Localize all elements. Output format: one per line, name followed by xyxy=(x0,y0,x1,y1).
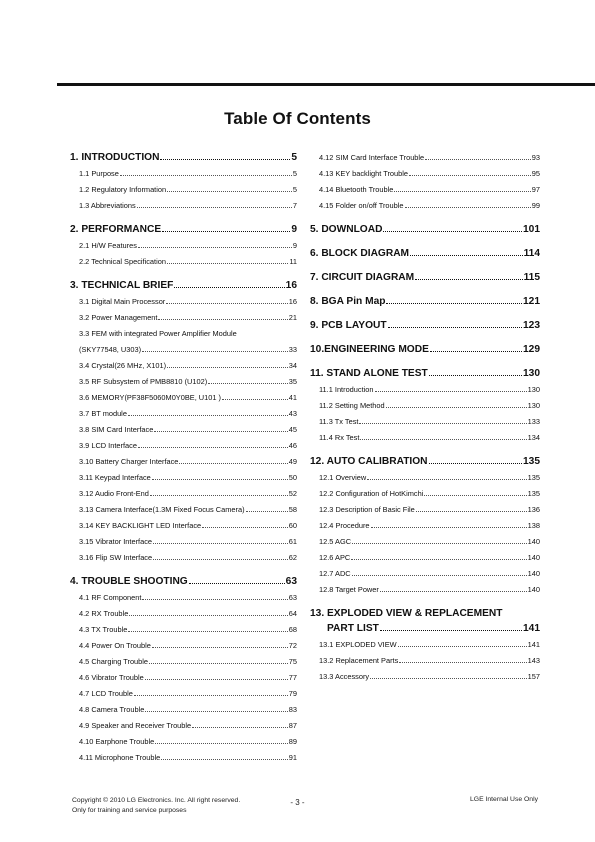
toc-entry-page: 140 xyxy=(527,569,540,578)
toc-entry-page: 77 xyxy=(288,673,297,682)
toc-entry-page: 138 xyxy=(527,521,540,530)
toc-entry-title: 4.15 Folder on/off Trouble xyxy=(319,201,404,210)
dot-leader xyxy=(152,647,288,648)
toc-entry-title: 4.7 LCD Trouble xyxy=(79,689,133,698)
toc-entry[interactable] xyxy=(70,638,297,654)
toc-heading[interactable] xyxy=(310,318,540,333)
dot-leader xyxy=(367,479,526,480)
toc-entry-page: 97 xyxy=(531,185,540,194)
toc-entry[interactable] xyxy=(70,470,297,486)
toc-section xyxy=(310,342,540,357)
toc-heading[interactable] xyxy=(310,222,540,237)
toc-entry-title: 4.2 RX Trouble xyxy=(79,609,129,618)
toc-heading-title: 6. BLOCK DIAGRAM xyxy=(310,248,410,259)
dot-leader xyxy=(416,511,527,512)
dot-leader xyxy=(415,279,522,280)
toc-entry-page: 49 xyxy=(288,457,297,466)
toc-entry[interactable] xyxy=(70,342,297,358)
toc-entry-title: 13.3 Accessory xyxy=(319,672,370,681)
toc-entry[interactable] xyxy=(70,390,297,406)
dot-leader xyxy=(425,159,531,160)
toc-heading-continued-page: 141 xyxy=(523,623,540,634)
toc-entry-page: 72 xyxy=(288,641,297,650)
toc-entry[interactable] xyxy=(70,422,297,438)
footer-copyright: Copyright © 2010 LG Electronics. Inc. All right reserved. xyxy=(72,797,241,804)
toc-subsection-list xyxy=(70,238,297,270)
dot-leader xyxy=(167,367,288,368)
dot-leader xyxy=(149,663,288,664)
toc-heading-page: 129 xyxy=(523,344,540,355)
toc-entry-page: 143 xyxy=(527,656,540,665)
toc-entry[interactable] xyxy=(70,406,297,422)
toc-entry-title: 4.4 Power On Trouble xyxy=(79,641,151,650)
toc-entry[interactable] xyxy=(310,518,540,534)
toc-heading-continued[interactable] xyxy=(310,621,540,636)
toc-heading[interactable] xyxy=(70,278,297,293)
footer-training-note: Only for training and service purposes xyxy=(72,807,187,814)
toc-entry-page: 16 xyxy=(288,297,297,306)
toc-entry-title: 3.16 Flip SW Interface xyxy=(79,553,153,562)
toc-entry-title: 12.6 APC xyxy=(319,553,351,562)
toc-heading-title: 3. TECHNICAL BRIEF xyxy=(70,280,174,291)
toc-heading-page: 16 xyxy=(285,280,297,291)
toc-entry-title: 12.2 Configuration of HotKimchi xyxy=(319,489,424,498)
dot-leader xyxy=(189,583,285,584)
dot-leader xyxy=(160,159,290,160)
toc-heading[interactable] xyxy=(310,270,540,285)
toc-heading-page: 101 xyxy=(523,224,540,235)
dot-leader xyxy=(145,711,287,712)
toc-entry[interactable] xyxy=(310,414,540,430)
toc-heading-title: 10.ENGINEERING MODE xyxy=(310,344,429,355)
toc-heading[interactable] xyxy=(310,246,540,261)
toc-entry-title: 12.4 Procedure xyxy=(319,521,370,530)
toc-entry-title: 3.6 MEMORY(PF38F5060M0Y0BE, U101 ) xyxy=(79,393,221,402)
toc-heading[interactable] xyxy=(70,222,297,237)
toc-heading-page: 63 xyxy=(285,576,297,587)
dot-leader xyxy=(129,615,287,616)
toc-entry-page: 83 xyxy=(288,705,297,714)
toc-entry-title: 12.8 Target Power xyxy=(319,585,379,594)
dot-leader xyxy=(155,743,288,744)
dot-leader xyxy=(222,399,288,400)
toc-entry-title: 3.14 KEY BACKLIGHT LED Interface xyxy=(79,521,202,530)
toc-entry-title: 4.1 RF Component xyxy=(79,593,142,602)
toc-right-column xyxy=(310,150,540,685)
toc-entry-page: 135 xyxy=(527,473,540,482)
toc-entry-title: 12.1 Overview xyxy=(319,473,367,482)
toc-entry-page: 58 xyxy=(288,505,297,514)
toc-entry-title: 11.2 Setting Method xyxy=(319,401,385,410)
toc-section xyxy=(310,246,540,261)
dot-leader xyxy=(386,303,522,304)
dot-leader xyxy=(138,447,288,448)
toc-entry-page: 130 xyxy=(527,385,540,394)
dot-leader xyxy=(145,679,288,680)
toc-entry[interactable] xyxy=(310,398,540,414)
footer-internal-note: LGE Internal Use Only xyxy=(470,796,538,803)
toc-entry[interactable] xyxy=(310,550,540,566)
toc-entry[interactable]: 3.3 FEM with integrated Power Amplifier Module xyxy=(79,329,237,338)
toc-entry-page: 52 xyxy=(288,489,297,498)
dot-leader xyxy=(371,527,527,528)
toc-entry-page: 5 xyxy=(292,185,297,194)
dot-leader xyxy=(410,255,523,256)
toc-entry-page: 140 xyxy=(527,553,540,562)
toc-entry-page: 50 xyxy=(288,473,297,482)
toc-subsection-list xyxy=(310,637,540,685)
toc-entry[interactable] xyxy=(70,734,297,750)
toc-entry-title: 11.1 Introduction xyxy=(319,385,374,394)
toc-section xyxy=(70,574,297,766)
toc-entry[interactable] xyxy=(70,254,297,270)
dot-leader xyxy=(134,695,288,696)
toc-entry[interactable] xyxy=(310,669,540,685)
toc-section xyxy=(310,270,540,285)
toc-entry-page: 7 xyxy=(292,201,297,210)
dot-leader xyxy=(429,463,522,464)
dot-leader xyxy=(152,479,288,480)
toc-entry-page: 64 xyxy=(288,609,297,618)
dot-leader xyxy=(153,543,288,544)
toc-heading-continued-title: PART LIST xyxy=(327,623,379,634)
dot-leader xyxy=(380,630,522,631)
toc-entry-title: 13.2 Replacement Parts xyxy=(319,656,399,665)
toc-entry-page: 130 xyxy=(527,401,540,410)
toc-entry-title: 4.12 SIM Card Interface Trouble xyxy=(319,153,425,162)
dot-leader xyxy=(352,543,527,544)
toc-entry[interactable] xyxy=(310,198,540,214)
toc-entry[interactable] xyxy=(70,486,297,502)
toc-entry[interactable] xyxy=(70,550,297,566)
page-number: - 3 - xyxy=(290,798,305,807)
toc-entry-page: 43 xyxy=(288,409,297,418)
dot-leader xyxy=(167,191,292,192)
toc-entry[interactable] xyxy=(310,382,540,398)
dot-leader xyxy=(154,431,287,432)
toc-heading-title: 7. CIRCUIT DIAGRAM xyxy=(310,272,415,283)
toc-entry-title: 3.15 Vibrator Interface xyxy=(79,537,152,546)
toc-entry-page: 93 xyxy=(531,153,540,162)
toc-entry-page: 61 xyxy=(288,537,297,546)
toc-entry[interactable] xyxy=(310,566,540,582)
dot-leader xyxy=(424,495,526,496)
toc-heading-page: 121 xyxy=(523,296,540,307)
toc-entry-page: 136 xyxy=(527,505,540,514)
toc-entry-page: 79 xyxy=(288,689,297,698)
dot-leader xyxy=(383,231,522,232)
toc-heading[interactable] xyxy=(310,366,540,381)
toc-heading-page: 5 xyxy=(291,152,297,163)
toc-entry-title: 11.3 Tx Test xyxy=(319,417,359,426)
toc-entry-title: 3.10 Battery Charger Interface xyxy=(79,457,179,466)
toc-entry-page: 95 xyxy=(531,169,540,178)
toc-entry[interactable] xyxy=(70,654,297,670)
toc-entry-title: 1.3 Abbreviations xyxy=(79,201,136,210)
toc-entry-page: 41 xyxy=(288,393,297,402)
toc-heading-page: 115 xyxy=(523,272,540,283)
toc-entry-title: (SKY77548, U303) xyxy=(79,345,142,354)
toc-entry-title: 3.1 Digital Main Processor xyxy=(79,297,166,306)
dot-leader xyxy=(386,407,527,408)
toc-entry-title: 12.3 Description of Basic File xyxy=(319,505,415,514)
toc-entry[interactable] xyxy=(70,686,297,702)
toc-entry-title: 13.1 EXPLODED VIEW xyxy=(319,640,397,649)
toc-entry-title: 3.4 Crystal(26 MHz, X101) xyxy=(79,361,167,370)
toc-entry[interactable] xyxy=(310,582,540,598)
toc-entry[interactable] xyxy=(70,606,297,622)
toc-section xyxy=(70,150,297,214)
toc-heading[interactable]: 13. EXPLODED VIEW & REPLACEMENT xyxy=(310,608,503,619)
toc-entry[interactable] xyxy=(310,486,540,502)
toc-entry-title: 4.10 Earphone Trouble xyxy=(79,737,155,746)
page-title: Table Of Contents xyxy=(224,109,371,128)
toc-entry[interactable] xyxy=(70,622,297,638)
toc-entry-page: 63 xyxy=(288,593,297,602)
toc-heading-title: 9. PCB LAYOUT xyxy=(310,320,387,331)
toc-section xyxy=(70,278,297,566)
toc-entry[interactable] xyxy=(70,502,297,518)
toc-entry-title: 3.2 Power Management xyxy=(79,313,158,322)
toc-left-column xyxy=(70,150,297,766)
toc-heading-page: 114 xyxy=(523,248,540,259)
dot-leader xyxy=(167,263,288,264)
toc-section xyxy=(310,150,540,214)
dot-leader xyxy=(120,175,292,176)
dot-leader xyxy=(429,375,522,376)
dot-leader xyxy=(128,415,288,416)
dot-leader xyxy=(162,231,290,232)
dot-leader xyxy=(409,175,531,176)
dot-leader xyxy=(360,439,526,440)
toc-entry-title: 3.13 Camera Interface(1.3M Fixed Focus Camera) xyxy=(79,505,245,514)
dot-leader xyxy=(208,383,288,384)
toc-entry-title: 4.9 Speaker and Receiver Trouble xyxy=(79,721,192,730)
toc-heading-title: 12. AUTO CALIBRATION xyxy=(310,456,428,467)
toc-entry[interactable] xyxy=(70,718,297,734)
dot-leader xyxy=(388,327,522,328)
toc-entry-page: 140 xyxy=(527,537,540,546)
toc-entry-title: 4.8 Camera Trouble xyxy=(79,705,145,714)
toc-entry[interactable] xyxy=(70,750,297,766)
toc-entry-title: 4.6 Vibrator Trouble xyxy=(79,673,144,682)
toc-entry-page: 46 xyxy=(288,441,297,450)
toc-entry-page: 5 xyxy=(292,169,297,178)
toc-entry[interactable] xyxy=(70,518,297,534)
dot-leader xyxy=(359,423,526,424)
dot-leader xyxy=(161,759,288,760)
toc-heading-page: 130 xyxy=(523,368,540,379)
toc-heading[interactable] xyxy=(310,342,540,357)
dot-leader xyxy=(150,495,288,496)
toc-heading[interactable] xyxy=(70,574,297,589)
toc-entry[interactable] xyxy=(70,238,297,254)
dot-leader xyxy=(394,191,530,192)
toc-entry-title: 12.5 AGC xyxy=(319,537,352,546)
toc-entry[interactable] xyxy=(70,182,297,198)
dot-leader xyxy=(351,559,526,560)
toc-section xyxy=(310,366,540,446)
dot-leader xyxy=(179,463,287,464)
toc-entry-page: 135 xyxy=(527,489,540,498)
toc-entry[interactable] xyxy=(70,166,297,182)
toc-subsection-list xyxy=(70,590,297,766)
toc-entry[interactable] xyxy=(310,430,540,446)
toc-entry[interactable] xyxy=(70,294,297,310)
toc-heading-title: 11. STAND ALONE TEST xyxy=(310,368,428,379)
toc-section xyxy=(310,294,540,309)
toc-entry-page: 89 xyxy=(288,737,297,746)
toc-subsection-list xyxy=(310,470,540,598)
toc-heading-title: 2. PERFORMANCE xyxy=(70,224,162,235)
dot-leader xyxy=(174,287,284,288)
toc-entry-page: 141 xyxy=(527,640,540,649)
toc-entry[interactable] xyxy=(70,358,297,374)
toc-entry-title: 4.3 TX Trouble xyxy=(79,625,128,634)
toc-entry-page: 99 xyxy=(531,201,540,210)
dot-leader xyxy=(137,207,292,208)
top-rule xyxy=(57,83,595,86)
toc-entry[interactable] xyxy=(310,534,540,550)
dot-leader xyxy=(430,351,522,352)
toc-heading-page: 9 xyxy=(291,224,297,235)
toc-section xyxy=(310,318,540,333)
toc-entry-title: 4.13 KEY backlight Trouble xyxy=(319,169,409,178)
toc-entry-page: 21 xyxy=(288,313,297,322)
toc-entry-page: 87 xyxy=(288,721,297,730)
toc-entry-page: 35 xyxy=(288,377,297,386)
toc-entry[interactable] xyxy=(310,150,540,166)
dot-leader xyxy=(166,303,288,304)
toc-entry-title: 3.12 Audio Front-End xyxy=(79,489,149,498)
toc-entry[interactable] xyxy=(310,637,540,653)
toc-entry[interactable] xyxy=(70,374,297,390)
toc-entry[interactable] xyxy=(310,502,540,518)
toc-heading[interactable] xyxy=(310,454,540,469)
dot-leader xyxy=(158,319,287,320)
toc-entry-page: 11 xyxy=(289,257,297,266)
toc-entry-page: 9 xyxy=(292,241,297,250)
toc-heading-title: 4. TROUBLE SHOOTING xyxy=(70,576,188,587)
toc-entry[interactable] xyxy=(310,166,540,182)
dot-leader xyxy=(370,678,527,679)
toc-entry-page: 68 xyxy=(288,625,297,634)
toc-entry-title: 2.2 Technical Specification xyxy=(79,257,166,266)
toc-entry-page: 45 xyxy=(288,425,297,434)
toc-heading[interactable] xyxy=(310,294,540,309)
toc-entry-title: 3.5 RF Subsystem of PMB8810 (U102) xyxy=(79,377,208,386)
dot-leader xyxy=(375,391,527,392)
toc-entry[interactable] xyxy=(70,454,297,470)
toc-subsection-list xyxy=(70,166,297,214)
toc-entry-title: 4.11 Microphone Trouble xyxy=(79,753,161,762)
toc-entry-page: 60 xyxy=(288,521,297,530)
toc-entry-title: 3.8 SIM Card Interface xyxy=(79,425,154,434)
toc-heading-page: 123 xyxy=(523,320,540,331)
dot-leader xyxy=(399,662,526,663)
toc-entry-title: 1.1 Purpose xyxy=(79,169,119,178)
toc-entry-title: 11.4 Rx Test xyxy=(319,433,360,442)
toc-section xyxy=(310,454,540,598)
toc-heading-title: 5. DOWNLOAD xyxy=(310,224,383,235)
toc-entry[interactable] xyxy=(70,670,297,686)
toc-heading[interactable] xyxy=(70,150,297,165)
dot-leader xyxy=(246,511,288,512)
toc-entry-title: 3.9 LCD Interface xyxy=(79,441,137,450)
toc-entry-page: 157 xyxy=(527,672,540,681)
toc-subsection-list xyxy=(70,294,297,566)
toc-entry-page: 91 xyxy=(288,753,297,762)
toc-entry[interactable] xyxy=(70,198,297,214)
toc-entry-page: 33 xyxy=(288,345,297,354)
dot-leader xyxy=(142,351,288,352)
toc-heading-page: 135 xyxy=(523,456,540,467)
toc-entry-title: 12.7 ADC xyxy=(319,569,351,578)
dot-leader xyxy=(398,646,527,647)
toc-entry[interactable] xyxy=(70,438,297,454)
toc-subsection-list xyxy=(310,382,540,446)
toc-entry-page: 34 xyxy=(288,361,297,370)
toc-heading-title: 1. INTRODUCTION xyxy=(70,152,160,163)
dot-leader xyxy=(192,727,288,728)
dot-leader xyxy=(352,575,527,576)
dot-leader xyxy=(153,559,288,560)
toc-entry[interactable] xyxy=(310,653,540,669)
dot-leader xyxy=(202,527,288,528)
toc-entry-title: 4.14 Bluetooth Trouble xyxy=(319,185,394,194)
toc-entry-page: 140 xyxy=(527,585,540,594)
toc-entry[interactable] xyxy=(310,470,540,486)
toc-entry-title: 2.1 H/W Features xyxy=(79,241,137,250)
dot-leader xyxy=(405,207,531,208)
dot-leader xyxy=(128,631,287,632)
toc-entry-title: 1.2 Regulatory Information xyxy=(79,185,167,194)
dot-leader xyxy=(380,591,527,592)
toc-section xyxy=(70,222,297,270)
toc-entry[interactable] xyxy=(70,702,297,718)
dot-leader xyxy=(142,599,287,600)
toc-entry-title: 3.11 Keypad Interface xyxy=(79,473,151,482)
toc-entry-page: 134 xyxy=(527,433,540,442)
toc-entry[interactable] xyxy=(70,310,297,326)
toc-section xyxy=(310,222,540,237)
toc-subsection-list xyxy=(310,150,540,214)
dot-leader xyxy=(138,247,292,248)
toc-entry[interactable] xyxy=(70,590,297,606)
toc-heading-title: 8. BGA Pin Map xyxy=(310,296,386,307)
toc-entry[interactable] xyxy=(310,182,540,198)
toc-entry-page: 62 xyxy=(288,553,297,562)
toc-entry-page: 75 xyxy=(288,657,297,666)
toc-entry-title: 4.5 Charging Trouble xyxy=(79,657,149,666)
toc-entry-page: 133 xyxy=(527,417,540,426)
toc-section xyxy=(310,606,540,685)
toc-entry[interactable] xyxy=(70,534,297,550)
toc-entry-title: 3.7 BT module xyxy=(79,409,127,418)
